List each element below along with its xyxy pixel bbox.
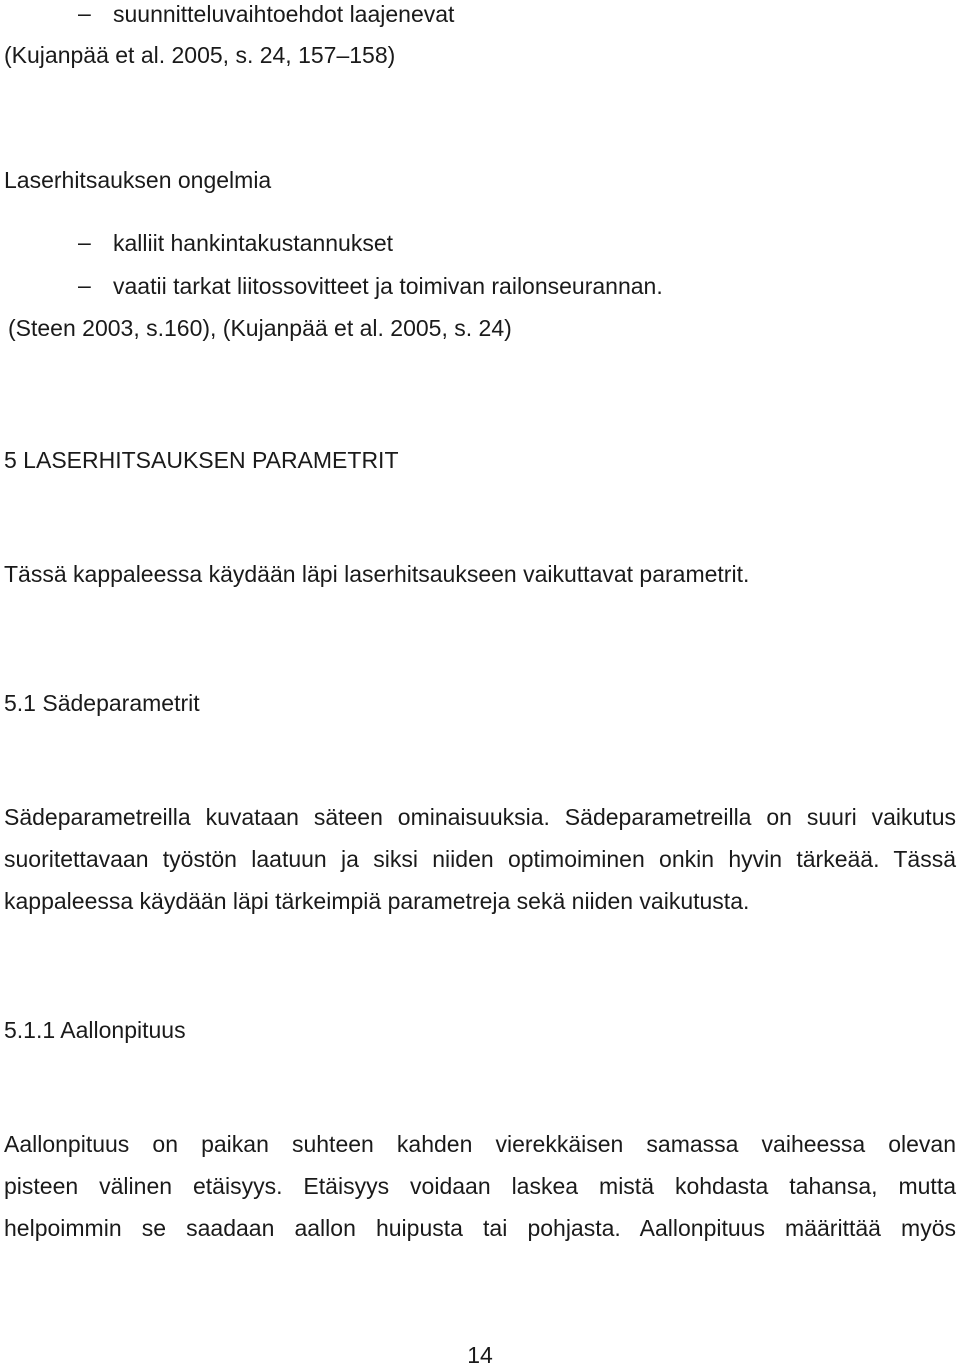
bullet-dash: –: [78, 0, 91, 26]
paragraph-text: Tässä kappaleessa käydään läpi laserhitsaukseen vaikuttavat parametrit.: [4, 561, 750, 587]
section-heading: 5.1 Sädeparametrit: [4, 690, 200, 716]
chapter-heading: 5 LASERHITSAUKSEN PARAMETRIT: [4, 447, 399, 473]
paragraph-line: suoritettavaan työstön laatuun ja siksi niiden optimoiminen onkin hyvin tärkeää. Tässä: [4, 846, 956, 872]
paragraph-line: Sädeparametreilla kuvataan säteen ominaisuuksia. Sädeparametreilla on suuri vaikutus: [4, 804, 956, 830]
paragraph-line: pisteen välinen etäisyys. Etäisyys voidaan laskea mistä kohdasta tahansa, mutta: [4, 1173, 956, 1199]
bullet-text: vaatii tarkat liitossovitteet ja toimivan railonseurannan.: [113, 273, 663, 299]
bullet-dash: –: [78, 229, 91, 255]
bullet-dash: –: [78, 272, 91, 298]
page-number: 14: [467, 1342, 493, 1368]
paragraph-line: Aallonpituus on paikan suhteen kahden vierekkäisen samassa vaiheessa olevan: [4, 1131, 956, 1157]
bullet-text: suunnitteluvaihtoehdot laajenevat: [113, 1, 455, 27]
bullet-text: kalliit hankintakustannukset: [113, 230, 393, 256]
reference-text: (Kujanpää et al. 2005, s. 24, 157–158): [4, 42, 396, 68]
list-heading: Laserhitsauksen ongelmia: [4, 167, 272, 193]
paragraph-line: kappaleessa käydään läpi tärkeimpiä parametreja sekä niiden vaikutusta.: [4, 888, 750, 914]
reference-text: (Steen 2003, s.160), (Kujanpää et al. 2005, s. 24): [8, 315, 512, 341]
subsection-heading: 5.1.1 Aallonpituus: [4, 1017, 186, 1043]
paragraph-line: helpoimmin se saadaan aallon huipusta tai pohjasta. Aallonpituus määrittää myös: [4, 1215, 956, 1241]
